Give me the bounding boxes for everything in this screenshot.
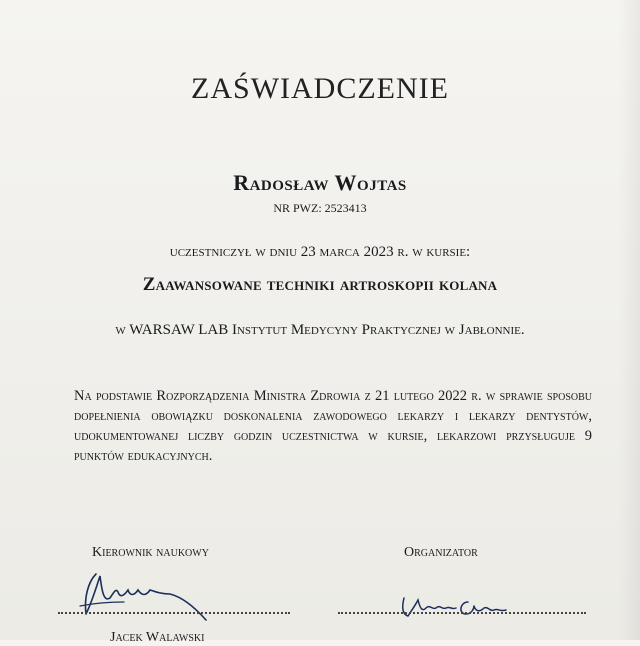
course-title: Zaawansowane techniki artroskopii kolana — [142, 274, 498, 295]
certificate-title: ZAŚWIADCZENIE — [191, 72, 449, 105]
scientific-director-label: Kierownik naukowy — [92, 545, 209, 560]
organizer-signature — [394, 588, 512, 622]
participation-statement: uczestniczył w dniu 23 marca 2023 r. w kursie: — [169, 244, 471, 260]
course-venue: w WARSAW LAB Instytut Medycyny Praktycznej w Jabłonnie. — [115, 322, 525, 338]
signature-line-left — [58, 612, 290, 614]
pwz-number: NR PWZ: 2523413 — [273, 201, 367, 215]
organizer-label: Organizator — [404, 545, 478, 560]
recipient-name: Radosław Wojtas — [233, 170, 407, 195]
signature-line-right — [338, 612, 586, 614]
legal-basis-paragraph: Na podstawie Rozporządzenia Ministra Zdrowia z 21 lutego 2022 r. w sprawie sposobu dopełnienia obowiązku doskonalenia zawodowego lekarzy i lekarzy dentystów, udokumentowanej liczby godzin uczestnictwa w kursie, lekarzowi przysługuje 9 punktów edukacyjnych. — [74, 388, 592, 464]
scientific-director-name: Jacek Walawski — [110, 630, 205, 645]
